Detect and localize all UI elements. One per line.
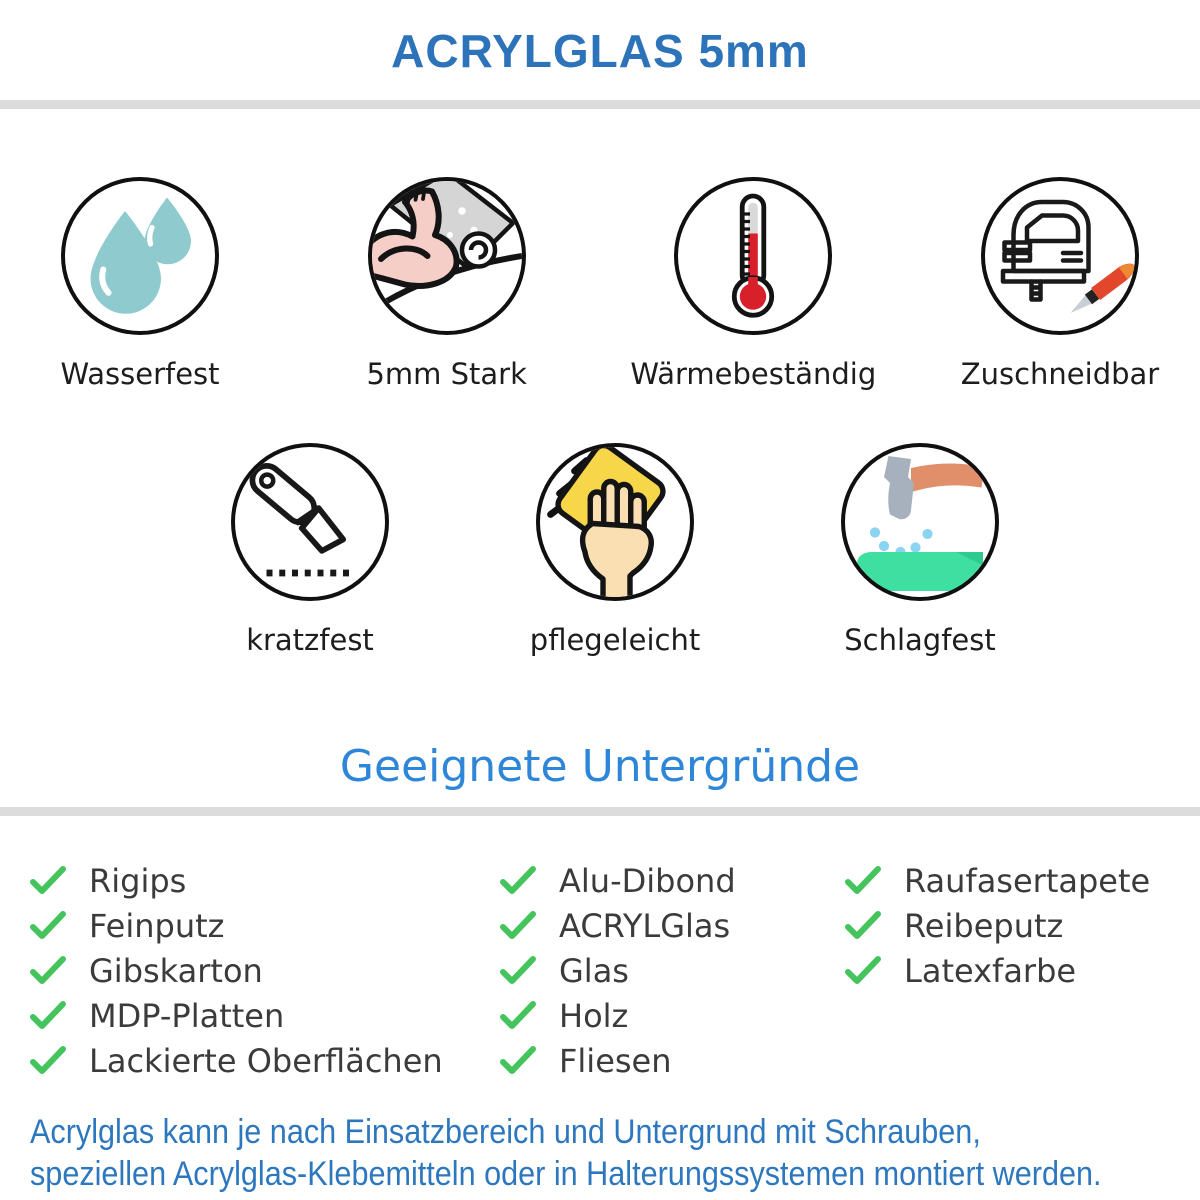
- feature-zuschneidbar: [920, 177, 1200, 391]
- thermometer-icon: [674, 177, 832, 335]
- substrate-label: Raufasertapete: [904, 861, 1151, 900]
- list-item: [30, 993, 500, 1038]
- list-item: [845, 858, 1200, 903]
- check-icon: [500, 1001, 536, 1031]
- check-icon: [30, 911, 66, 941]
- check-icon: [500, 866, 536, 896]
- substrate-label: Latexfarbe: [904, 951, 1077, 990]
- substrates-list: [0, 858, 1200, 1083]
- mounting-note: [30, 1111, 1102, 1195]
- feature-label: kratzfest: [246, 623, 374, 657]
- substrate-label: Feinputz: [89, 906, 225, 945]
- water-drops-icon: [61, 177, 219, 335]
- list-item: [500, 858, 845, 903]
- features-row-1: [0, 177, 1200, 391]
- list-item: [500, 993, 845, 1038]
- substrate-label: Alu-Dibond: [559, 861, 736, 900]
- substrate-label: MDP-Platten: [89, 996, 285, 1035]
- feature-label: Wärmebeständig: [630, 357, 877, 391]
- substrate-label: Glas: [559, 951, 629, 990]
- list-item: [500, 948, 845, 993]
- features-row-2: [170, 443, 1060, 657]
- check-icon: [500, 1046, 536, 1076]
- list-item: [500, 1038, 845, 1083]
- list-item: [30, 858, 500, 903]
- check-icon: [845, 956, 881, 986]
- jigsaw-cutter-icon: [981, 177, 1139, 335]
- feature-kratzfest: [170, 443, 450, 657]
- section-title-untergruende: Geeignete Untergründe: [339, 741, 861, 792]
- divider-middle: [0, 807, 1200, 816]
- feature-pflegeleicht: [475, 443, 755, 657]
- feature-label: Schlagfest: [844, 623, 996, 657]
- mounting-note-line-2: speziellen Acrylglas-Klebemitteln oder in Halterungssystemen montiert werden.: [30, 1155, 1102, 1193]
- check-icon: [30, 1046, 66, 1076]
- flexed-bicep-sheet-icon: [368, 177, 526, 335]
- utility-knife-icon: [231, 443, 389, 601]
- list-item: [30, 903, 500, 948]
- substrates-column-1: [30, 858, 500, 1083]
- check-icon: [30, 956, 66, 986]
- feature-label: Wasserfest: [60, 357, 220, 391]
- hammer-impact-icon: [841, 443, 999, 601]
- hand-cloth-icon: [536, 443, 694, 601]
- mounting-note-line-1: Acrylglas kann je nach Einsatzbereich und Untergrund mit Schrauben,: [30, 1113, 981, 1151]
- substrate-label: Reibeputz: [904, 906, 1064, 945]
- divider-top: [0, 100, 1200, 109]
- feature-waermebestaendig: [613, 177, 893, 391]
- check-icon: [30, 1001, 66, 1031]
- feature-wasserfest: [0, 177, 280, 391]
- list-item: [30, 1038, 500, 1083]
- substrate-label: Rigips: [89, 861, 187, 900]
- page-title: ACRYLGLAS 5mm: [391, 25, 809, 77]
- substrates-column-2: [500, 858, 845, 1083]
- check-icon: [500, 956, 536, 986]
- feature-5mm-stark: [307, 177, 587, 391]
- substrate-label: ACRYLGlas: [559, 906, 731, 945]
- list-item: [845, 948, 1200, 993]
- list-item: [845, 903, 1200, 948]
- substrate-label: Gibskarton: [89, 951, 263, 990]
- substrate-label: Lackierte Oberflächen: [89, 1041, 443, 1080]
- check-icon: [845, 911, 881, 941]
- feature-label: Zuschneidbar: [960, 357, 1160, 391]
- feature-label: 5mm Stark: [366, 357, 527, 391]
- check-icon: [845, 866, 881, 896]
- check-icon: [30, 866, 66, 896]
- substrates-column-3: [845, 858, 1200, 1083]
- list-item: [30, 948, 500, 993]
- feature-label: pflegeleicht: [529, 623, 701, 657]
- check-icon: [500, 911, 536, 941]
- feature-schlagfest: [780, 443, 1060, 657]
- list-item: [500, 903, 845, 948]
- substrate-label: Holz: [559, 996, 629, 1035]
- substrate-label: Fliesen: [559, 1041, 672, 1080]
